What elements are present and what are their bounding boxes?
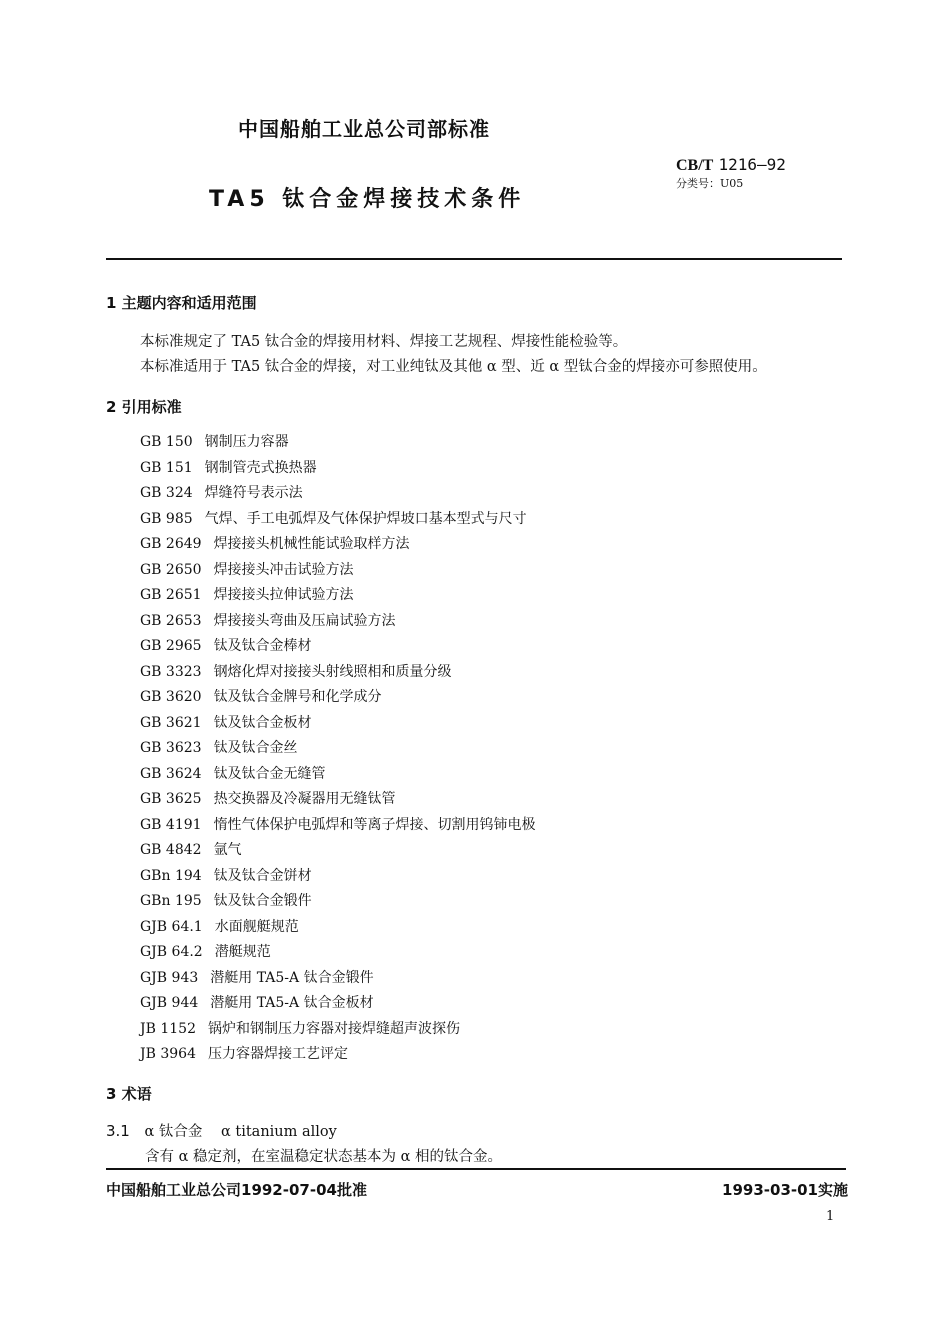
reference-name: 压力容器焊接工艺评定 — [207, 1046, 348, 1062]
reference-code: GJB 64.1 — [140, 918, 203, 935]
classification-number: 分类号：U05 — [676, 177, 744, 190]
section-1-paragraph-1: 本标准规定了 TA5 钛合金的焊接用材料、焊接工艺规程、焊接性能检验等。 — [140, 334, 628, 350]
reference-item — [140, 583, 536, 609]
reference-code: GB 151 — [140, 459, 193, 476]
reference-item — [140, 456, 536, 482]
page-number: 1 — [826, 1209, 835, 1224]
reference-name: 潜艇用 TA5-A 钛合金板材 — [210, 995, 374, 1011]
reference-code: GB 150 — [140, 434, 193, 450]
reference-item — [140, 481, 536, 507]
reference-item — [140, 532, 536, 558]
reference-item — [140, 813, 536, 839]
reference-code: GB 3625 — [140, 791, 202, 807]
reference-code: GBn 195 — [140, 893, 202, 909]
reference-name: 氩气 — [213, 842, 242, 858]
approval-date: 中国船舶工业总公司1992-07-04批准 — [106, 1181, 367, 1199]
reference-item — [140, 787, 536, 813]
reference-item — [140, 1017, 536, 1043]
reference-item — [140, 838, 536, 864]
reference-name: 焊接接头弯曲及压扁试验方法 — [213, 612, 396, 629]
reference-name: 焊接接头机械性能试验取样方法 — [213, 536, 410, 552]
reference-code: GB 2653 — [140, 612, 202, 629]
reference-name: 焊缝符号表示法 — [204, 485, 303, 501]
reference-item — [140, 634, 536, 660]
reference-name: 气焊、手工电弧焊及气体保护焊坡口基本型式与尺寸 — [204, 510, 527, 527]
reference-code: GB 3621 — [140, 714, 202, 731]
standard-number-value: 1216—92 — [718, 155, 786, 174]
reference-code: GB 2649 — [140, 536, 202, 552]
reference-item — [140, 736, 536, 762]
reference-name: 钛及钛合金锻件 — [213, 893, 312, 909]
reference-name: 热交换器及冷凝器用无缝钛管 — [213, 791, 396, 807]
reference-item — [140, 762, 536, 788]
reference-item — [140, 889, 536, 915]
standard-code: CB/T — [676, 157, 714, 174]
reference-item — [140, 507, 536, 533]
reference-name: 焊接接头拉伸试验方法 — [213, 587, 354, 603]
reference-name: 潜艇规范 — [214, 944, 271, 960]
reference-item — [140, 940, 536, 966]
reference-name: 钢制压力容器 — [204, 434, 289, 450]
reference-code: GB 3623 — [140, 740, 202, 756]
reference-code: GB 324 — [140, 485, 193, 501]
reference-item — [140, 991, 536, 1017]
reference-code: GJB 64.2 — [140, 944, 203, 960]
reference-item — [140, 711, 536, 737]
term-definition: 含有 α 稳定剂，在室温稳定状态基本为 α 相的钛合金。 — [145, 1149, 503, 1165]
reference-name: 钛及钛合金饼材 — [213, 867, 312, 884]
reference-item — [140, 430, 536, 456]
reference-item — [140, 685, 536, 711]
reference-code: JB 1152 — [140, 1020, 196, 1037]
reference-item — [140, 660, 536, 686]
reference-code: GB 3624 — [140, 765, 202, 782]
reference-code: GJB 943 — [140, 969, 199, 986]
footer-divider — [106, 1168, 846, 1170]
reference-code: GJB 944 — [140, 995, 199, 1011]
reference-code: GB 2650 — [140, 561, 202, 578]
term-chinese: α 钛合金 — [144, 1124, 203, 1140]
reference-item — [140, 966, 536, 992]
section-2-heading: 2 引用标准 — [106, 398, 182, 416]
header-divider — [106, 258, 842, 260]
reference-item — [140, 609, 536, 635]
reference-item — [140, 558, 536, 584]
reference-code: GB 985 — [140, 510, 193, 527]
term-number: 3.1 — [106, 1122, 130, 1140]
reference-code: GB 4191 — [140, 816, 202, 833]
reference-name: 钛及钛合金板材 — [213, 714, 312, 731]
reference-item — [140, 1042, 536, 1068]
reference-code: GB 3620 — [140, 689, 202, 705]
reference-name: 潜艇用 TA5-A 钛合金锻件 — [210, 969, 374, 986]
reference-code: GB 2651 — [140, 587, 202, 603]
section-3-heading: 3 术语 — [106, 1085, 152, 1103]
reference-item — [140, 864, 536, 890]
reference-code: GB 3323 — [140, 663, 202, 680]
document-title: TA5 钛合金焊接技术条件 — [209, 187, 526, 212]
issuing-organization: 中国船舶工业总公司部标准 — [238, 117, 490, 141]
standard-number — [676, 155, 786, 175]
reference-name: 锅炉和钢制压力容器对接焊缝超声波探伤 — [207, 1020, 460, 1037]
reference-code: GBn 194 — [140, 867, 202, 884]
reference-name: 钛及钛合金棒材 — [213, 638, 312, 654]
reference-code: GB 4842 — [140, 842, 202, 858]
reference-item — [140, 915, 536, 941]
reference-name: 钢熔化焊对接接头射线照相和质量分级 — [213, 663, 452, 680]
effective-date: 1993-03-01实施 — [722, 1181, 848, 1199]
reference-code: GB 2965 — [140, 638, 202, 654]
reference-name: 焊接接头冲击试验方法 — [213, 561, 354, 578]
reference-name: 钛及钛合金无缝管 — [213, 765, 326, 782]
term-english: α titanium alloy — [220, 1124, 337, 1140]
reference-name: 钛及钛合金丝 — [213, 740, 298, 756]
reference-list — [140, 430, 536, 1068]
term-line — [106, 1120, 337, 1141]
reference-name: 水面舰艇规范 — [214, 918, 299, 935]
reference-name: 钢制管壳式换热器 — [204, 459, 317, 476]
reference-code: JB 3964 — [140, 1046, 196, 1062]
section-1-paragraph-2: 本标准适用于 TA5 钛合金的焊接，对工业纯钛及其他 α 型、近 α 型钛合金的焊接亦可参照使用。 — [140, 359, 767, 375]
reference-name: 钛及钛合金牌号和化学成分 — [213, 689, 382, 705]
section-1-heading: 1 主题内容和适用范围 — [106, 294, 257, 312]
reference-name: 惰性气体保护电弧焊和等离子焊接、切割用钨铈电极 — [213, 816, 536, 833]
